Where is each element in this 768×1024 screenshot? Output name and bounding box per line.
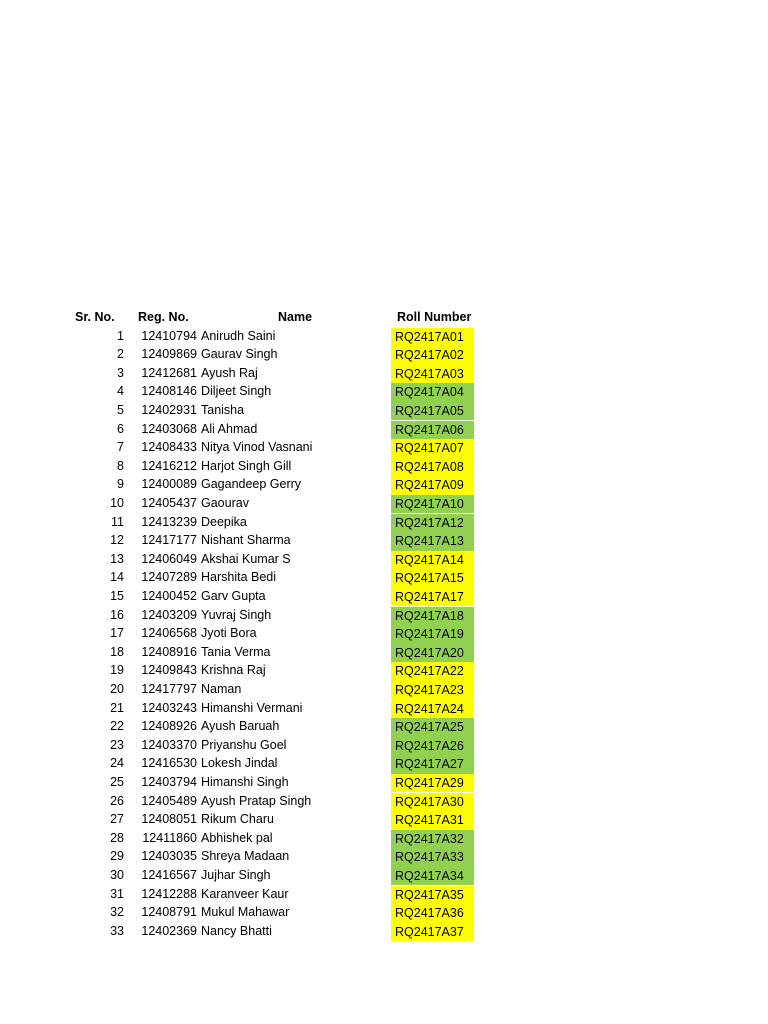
cell-name: Karanveer Kaur	[201, 886, 289, 901]
cell-name: Harshita Bedi	[201, 570, 277, 585]
table-row	[0, 774, 768, 793]
cell-reg-no: 12417797	[141, 681, 197, 696]
table-row	[0, 532, 768, 551]
cell-sr-no: 4	[117, 384, 124, 399]
table-row	[0, 365, 768, 384]
header-roll-number: Roll Number	[397, 310, 472, 324]
cell-reg-no: 12405437	[141, 495, 197, 510]
table-row	[0, 625, 768, 644]
cell-roll-number: RQ2417A12	[391, 514, 474, 533]
cell-sr-no: 9	[117, 477, 124, 492]
table-row	[0, 923, 768, 942]
cell-reg-no: 12403035	[141, 849, 197, 864]
table-row	[0, 848, 768, 867]
cell-reg-no: 12413239	[141, 514, 197, 529]
cell-roll-number: RQ2417A34	[391, 867, 474, 886]
cell-sr-no: 7	[117, 440, 124, 455]
cell-sr-no: 17	[110, 626, 124, 641]
cell-name: Gaurav Singh	[201, 347, 278, 362]
table-row	[0, 644, 768, 663]
table-row	[0, 383, 768, 402]
cell-sr-no: 3	[117, 365, 124, 380]
cell-roll-number: RQ2417A02	[391, 346, 474, 365]
cell-sr-no: 31	[110, 886, 124, 901]
cell-reg-no: 12416530	[141, 756, 197, 771]
table-row	[0, 495, 768, 514]
cell-roll-number: RQ2417A01	[391, 328, 474, 347]
table-row	[0, 551, 768, 570]
cell-name: Nancy Bhatti	[201, 923, 272, 938]
cell-reg-no: 12407289	[141, 570, 197, 585]
header-name: Name	[278, 310, 313, 324]
table-row	[0, 346, 768, 365]
table-row	[0, 514, 768, 533]
cell-name: Ayush Raj	[201, 365, 258, 380]
cell-sr-no: 16	[110, 607, 124, 622]
cell-name: Jujhar Singh	[201, 867, 271, 882]
cell-reg-no: 12403209	[141, 607, 197, 622]
cell-roll-number: RQ2417A30	[391, 793, 474, 812]
cell-roll-number: RQ2417A22	[391, 662, 474, 681]
cell-sr-no: 33	[110, 923, 124, 938]
cell-sr-no: 11	[111, 514, 124, 529]
cell-reg-no: 12403243	[141, 700, 197, 715]
cell-name: Diljeet Singh	[201, 384, 272, 399]
cell-name: Yuvraj Singh	[201, 607, 272, 622]
table-row	[0, 662, 768, 681]
cell-reg-no: 12400089	[141, 477, 197, 492]
cell-roll-number: RQ2417A15	[391, 569, 474, 588]
cell-sr-no: 18	[110, 644, 124, 659]
cell-name: Garv Gupta	[201, 588, 266, 603]
cell-sr-no: 12	[110, 533, 124, 548]
cell-sr-no: 19	[110, 663, 124, 678]
cell-sr-no: 2	[117, 347, 124, 362]
cell-sr-no: 10	[110, 495, 124, 510]
cell-reg-no: 12408433	[141, 440, 197, 455]
cell-roll-number: RQ2417A07	[391, 439, 474, 458]
cell-name: Shreya Madaan	[201, 849, 290, 864]
table-row	[0, 830, 768, 849]
cell-reg-no: 12402931	[141, 402, 197, 417]
cell-name: Abhishek pal	[201, 830, 273, 845]
table-row	[0, 737, 768, 756]
cell-sr-no: 14	[110, 570, 124, 585]
cell-name: Tanisha	[201, 402, 245, 417]
cell-roll-number: RQ2417A13	[391, 532, 474, 551]
cell-sr-no: 6	[117, 421, 124, 436]
cell-name: Ali Ahmad	[201, 421, 258, 436]
cell-reg-no: 12408791	[141, 905, 197, 920]
cell-sr-no: 20	[110, 681, 124, 696]
cell-roll-number: RQ2417A31	[391, 811, 474, 830]
cell-name: Lokesh Jindal	[201, 756, 278, 771]
table-row	[0, 681, 768, 700]
cell-sr-no: 21	[110, 700, 124, 715]
cell-name: Himanshi Singh	[201, 774, 289, 789]
cell-sr-no: 28	[110, 830, 124, 845]
cell-name: Deepika	[201, 514, 247, 529]
cell-roll-number: RQ2417A35	[391, 886, 474, 905]
cell-roll-number: RQ2417A29	[391, 774, 474, 793]
cell-sr-no: 5	[117, 402, 124, 417]
table-row	[0, 439, 768, 458]
cell-sr-no: 13	[110, 551, 124, 566]
cell-reg-no: 12403068	[141, 421, 197, 436]
table-row	[0, 886, 768, 905]
cell-roll-number: RQ2417A08	[391, 458, 474, 477]
cell-roll-number: RQ2417A32	[391, 830, 474, 849]
cell-sr-no: 32	[110, 905, 124, 920]
cell-roll-number: RQ2417A36	[391, 904, 474, 923]
cell-roll-number: RQ2417A09	[391, 476, 474, 495]
table-row	[0, 402, 768, 421]
cell-roll-number: RQ2417A06	[391, 421, 474, 440]
cell-name: Krishna Raj	[201, 663, 266, 678]
table-row	[0, 904, 768, 923]
cell-sr-no: 26	[110, 793, 124, 808]
cell-sr-no: 30	[110, 867, 124, 882]
cell-reg-no: 12417177	[141, 533, 197, 548]
cell-reg-no: 12408926	[141, 719, 197, 734]
header-sr-no: Sr. No.	[75, 310, 115, 324]
cell-name: Ayush Pratap Singh	[201, 793, 312, 808]
cell-reg-no: 12403794	[141, 774, 197, 789]
cell-roll-number: RQ2417A24	[391, 700, 474, 719]
cell-reg-no: 12406568	[141, 626, 197, 641]
cell-sr-no: 15	[110, 588, 124, 603]
cell-reg-no: 12405489	[141, 793, 197, 808]
cell-roll-number: RQ2417A37	[391, 923, 474, 942]
cell-reg-no: 12411860	[142, 830, 197, 845]
cell-name: Anirudh Saini	[201, 328, 276, 343]
table-header-row	[0, 309, 768, 327]
cell-roll-number: RQ2417A23	[391, 681, 474, 700]
table-row	[0, 328, 768, 347]
cell-roll-number: RQ2417A05	[391, 402, 474, 421]
cell-name: Nitya Vinod Vasnani	[201, 440, 313, 455]
cell-sr-no: 27	[110, 812, 124, 827]
table-row	[0, 476, 768, 495]
cell-roll-number: RQ2417A14	[391, 551, 474, 570]
cell-roll-number: RQ2417A10	[391, 495, 474, 514]
table-row	[0, 421, 768, 440]
cell-sr-no: 24	[110, 756, 124, 771]
header-reg-no: Reg. No.	[138, 310, 189, 324]
cell-name: Mukul Mahawar	[201, 905, 290, 920]
cell-reg-no: 12416212	[141, 458, 197, 473]
cell-roll-number: RQ2417A26	[391, 737, 474, 756]
cell-name: Tania Verma	[201, 644, 271, 659]
table-row	[0, 569, 768, 588]
cell-reg-no: 12409869	[141, 347, 197, 362]
cell-reg-no: 12408146	[141, 384, 197, 399]
table-row	[0, 867, 768, 886]
cell-sr-no: 23	[110, 737, 124, 752]
cell-reg-no: 12409843	[141, 663, 197, 678]
cell-sr-no: 1	[117, 328, 124, 343]
cell-sr-no: 22	[110, 719, 124, 734]
cell-reg-no: 12416567	[141, 867, 197, 882]
cell-name: Ayush Baruah	[201, 719, 280, 734]
table-row	[0, 755, 768, 774]
cell-name: Nishant Sharma	[201, 533, 291, 548]
cell-reg-no: 12402369	[141, 923, 197, 938]
cell-name: Rikum Charu	[201, 812, 274, 827]
table-row	[0, 607, 768, 626]
table-row	[0, 718, 768, 737]
table-row	[0, 458, 768, 477]
cell-roll-number: RQ2417A25	[391, 718, 474, 737]
table-row	[0, 811, 768, 830]
cell-roll-number: RQ2417A27	[391, 755, 474, 774]
cell-name: Harjot Singh Gill	[201, 458, 292, 473]
cell-roll-number: RQ2417A04	[391, 383, 474, 402]
cell-reg-no: 12408051	[141, 812, 197, 827]
cell-name: Himanshi Vermani	[201, 700, 303, 715]
table-row	[0, 793, 768, 812]
cell-sr-no: 25	[110, 774, 124, 789]
cell-reg-no: 12408916	[141, 644, 197, 659]
cell-reg-no: 12412288	[141, 886, 197, 901]
cell-sr-no: 8	[117, 458, 124, 473]
cell-reg-no: 12406049	[141, 551, 197, 566]
cell-reg-no: 12403370	[141, 737, 197, 752]
cell-roll-number: RQ2417A03	[391, 365, 474, 384]
cell-name: Priyanshu Goel	[201, 737, 287, 752]
cell-roll-number: RQ2417A18	[391, 607, 474, 626]
cell-sr-no: 29	[110, 849, 124, 864]
cell-roll-number: RQ2417A17	[391, 588, 474, 607]
cell-roll-number: RQ2417A33	[391, 848, 474, 867]
cell-roll-number: RQ2417A19	[391, 625, 474, 644]
table-row	[0, 700, 768, 719]
cell-name: Naman	[201, 681, 242, 696]
cell-name: Gagandeep Gerry	[201, 477, 302, 492]
cell-name: Jyoti Bora	[201, 626, 257, 641]
cell-reg-no: 12412681	[141, 365, 197, 380]
table-row	[0, 588, 768, 607]
cell-roll-number: RQ2417A20	[391, 644, 474, 663]
cell-reg-no: 12410794	[141, 328, 197, 343]
cell-name: Akshai Kumar S	[201, 551, 291, 566]
cell-name: Gaourav	[201, 495, 249, 510]
cell-reg-no: 12400452	[141, 588, 197, 603]
